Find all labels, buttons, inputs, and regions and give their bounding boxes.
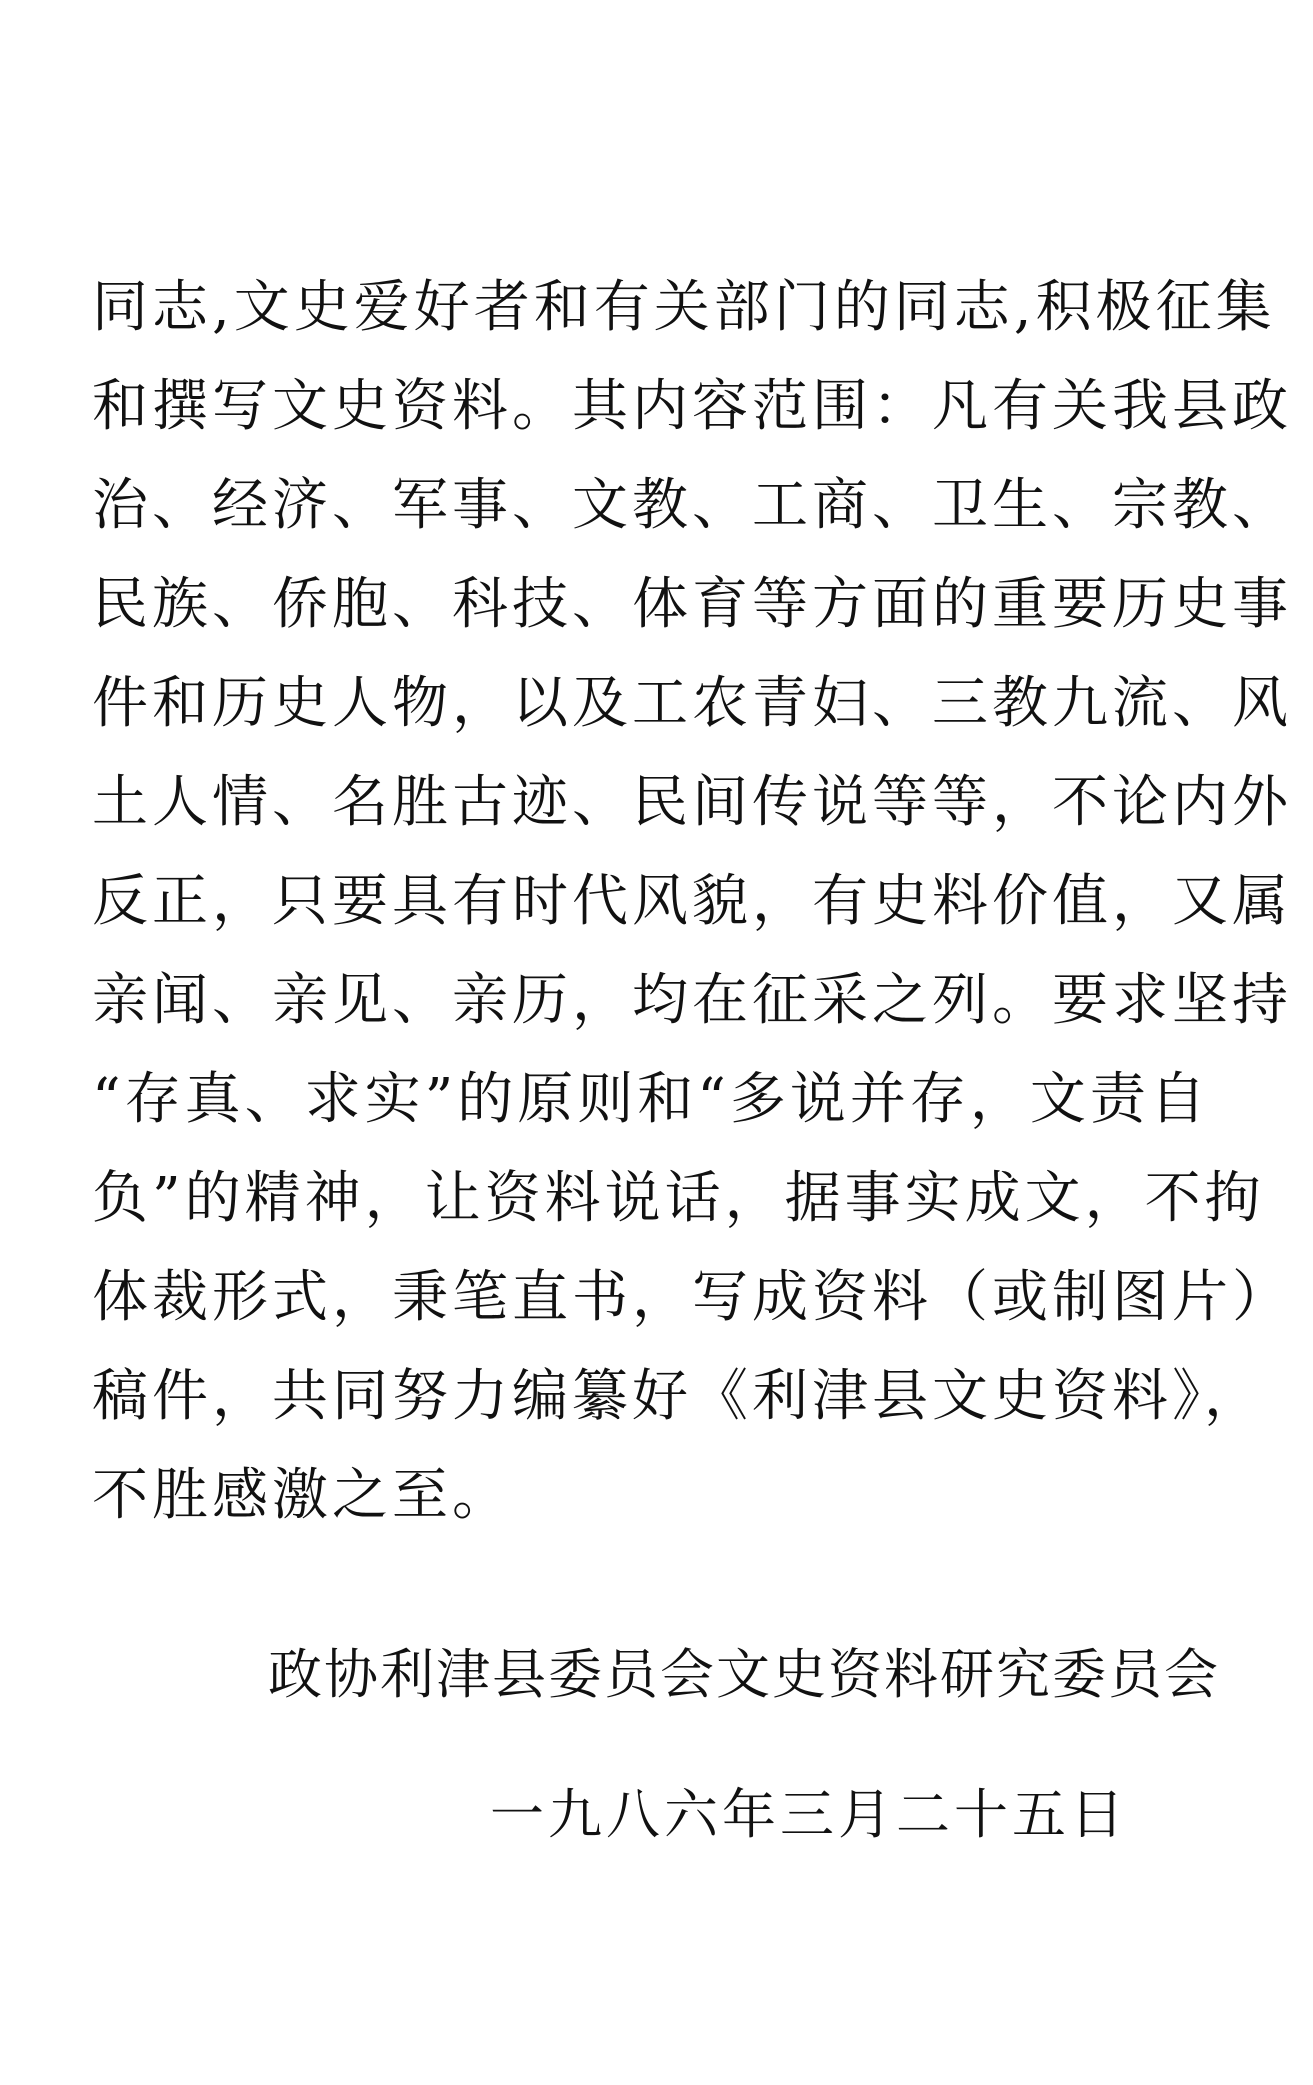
signature-date: 一九八六年三月二十五日 (490, 1783, 1128, 1846)
text-line: 治、经济、军事、文教、工商、卫生、宗教、 (92, 473, 1292, 538)
text-line: 稿件，共同努力编纂好《利津县文史资料》， (92, 1364, 1264, 1429)
text-line: 反正，只要具有时代风貌，有史料价值，又属 (92, 869, 1292, 934)
text-line: 负”的精神，让资料说话，据事实成文，不拘 (92, 1166, 1265, 1231)
text-line: 不胜感激之至。 (92, 1463, 512, 1528)
text-line: 件和历史人物，以及工农青妇、三教九流、风 (92, 671, 1292, 736)
text-line: “存真、求实”的原则和“多说并存，文责自 (92, 1067, 1210, 1132)
text-line: 同志,文史爱好者和有关部门的同志,积极征集 (92, 275, 1276, 340)
text-line: 亲闻、亲见、亲历，均在征采之列。要求坚持 (92, 968, 1292, 1033)
text-line: 体裁形式，秉笔直书，写成资料（或制图片） (92, 1265, 1292, 1330)
text-line: 土人情、名胜古迹、民间传说等等，不论内外 (92, 770, 1292, 835)
body-text (92, 258, 1292, 1545)
text-line: 和撰写文史资料。其内容范围：凡有关我县政 (92, 374, 1292, 439)
text-line: 民族、侨胞、科技、体育等方面的重要历史事 (92, 572, 1292, 637)
signature-organization: 政协利津县委员会文史资料研究委员会 (268, 1643, 1220, 1706)
